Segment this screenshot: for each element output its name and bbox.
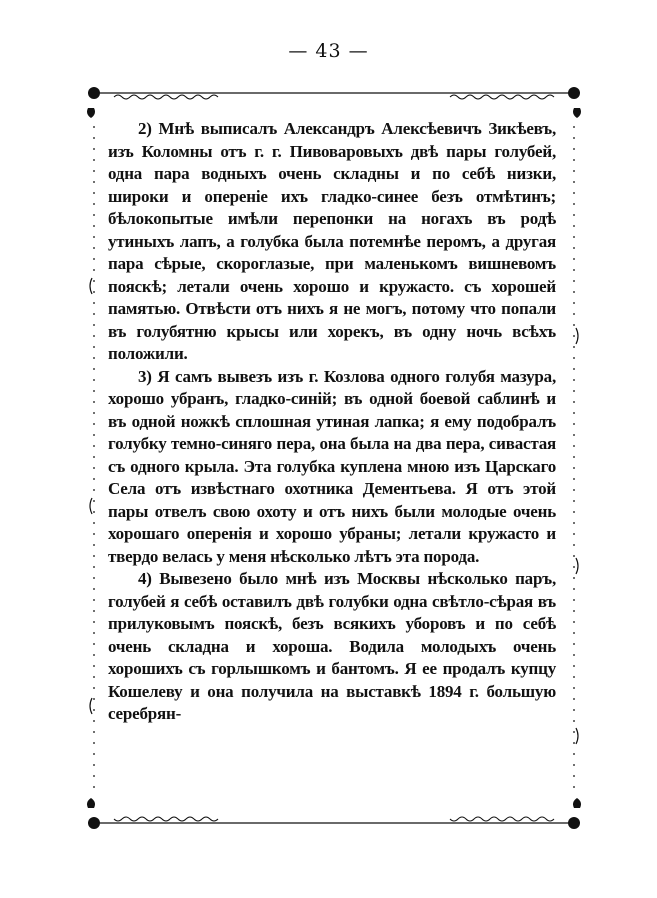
page-number: — 43 —	[288, 40, 369, 62]
body-text	[108, 118, 556, 726]
paragraph-2: 2) Мнѣ выписалъ Александръ Алексѣевичъ Зикѣевъ, изъ Коломны отъ г. г. Пивоваровыхъ двѣ пары голубей, одна пара водныхъ очень складны и по себѣ низки, широки и опереніе ихъ гладко-синее безъ отмѣтинъ; бѣлокопытые имѣли перепонки на ногахъ въ родѣ утиныхъ лапъ, а голубка была потемнѣе перомъ, а другая пара сѣрые, скороглазые, при маленькомъ вишневомъ пояскѣ; летали очень хорошо и кружасто. съ хорошей памятью. Отвѣсти отъ нихъ я не могъ, потому что попали въ голубятню крысы или хорекъ, въ одну ночь всѣхъ положили.	[108, 119, 556, 363]
paragraph-4: 4) Вывезено было мнѣ изъ Москвы нѣсколько паръ, голубей я себѣ оставилъ двѣ голубки одна свѣтло-сѣрая въ прилуковымъ пояскѣ, безъ всякихъ уборовъ и по себѣ очень складна и хороша. Водила молодыхъ очень хорошихъ съ горлышкомъ и бантомъ. Я ее продалъ купцу Кошелеву и она получила на выставкѣ 1894 г. большую серебрян-	[108, 569, 556, 723]
paragraph-3: 3) Я самъ вывезъ изъ г. Козлова одного голубя мазура, хорошо убранъ, гладко-синій; въ одной боевой саблинѣ и въ одной ножкѣ сплошная утиная лапка; я ему подобралъ голубку темно-синяго пера, она была на два пера, сивастая съ одного крыла. Эта голубка куплена мною изъ Царскаго Села отъ извѣстнаго охотника Дементьева. Я отъ этой пары отвелъ свою охоту и отъ нихъ были молодые очень хорошаго оперенія и хорошо убраны; летали кружасто и твердо велась у меня нѣсколько лѣтъ эта порода.	[108, 366, 556, 566]
